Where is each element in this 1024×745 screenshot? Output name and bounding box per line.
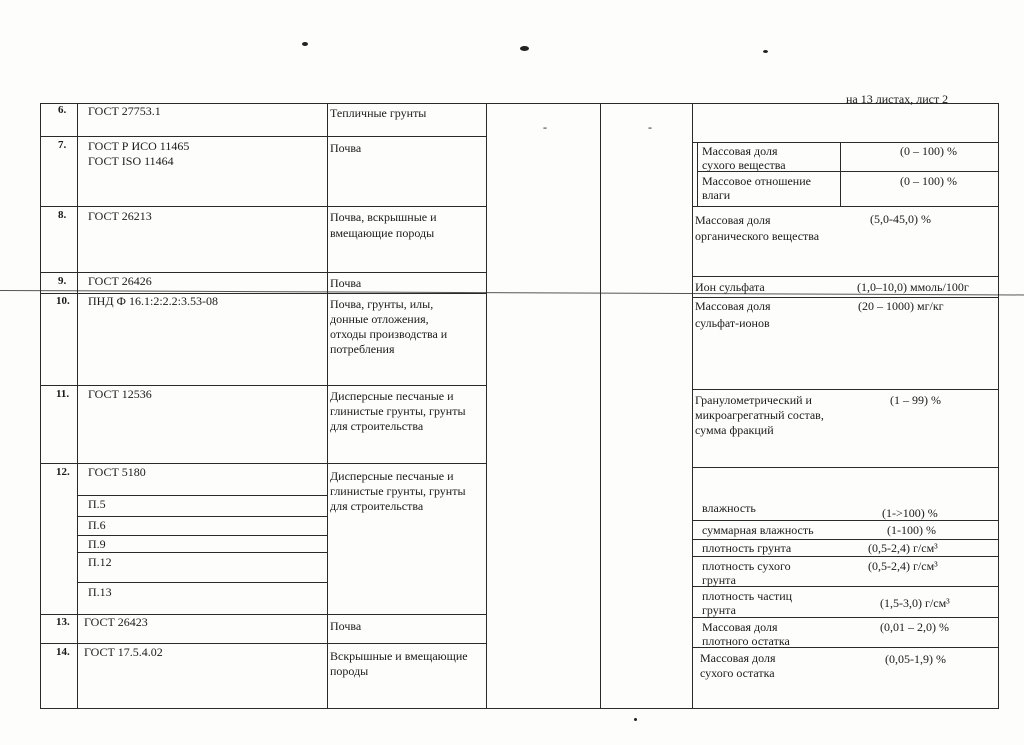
indicator-range: (20 – 1000) мг/кг <box>858 299 944 313</box>
scan-speck <box>763 50 768 53</box>
scan-speck <box>520 46 529 51</box>
row-object: потребления <box>330 342 395 356</box>
row-object: Почва <box>330 619 362 633</box>
scan-speck <box>634 718 637 721</box>
indicator-name: грунта <box>702 603 736 617</box>
row-number: 14. <box>56 646 70 658</box>
row-number: 10. <box>56 295 70 307</box>
grid-line <box>40 103 998 104</box>
indicator-name: Ион сульфата <box>695 280 765 294</box>
row-doc: ГОСТ Р ИСО 11465 <box>88 139 190 153</box>
grid-line <box>692 556 998 557</box>
grid-line <box>327 103 328 709</box>
indicator-name: плотность частиц <box>702 589 793 603</box>
indicator-name: плотного остатка <box>702 634 790 648</box>
subitem: П.13 <box>88 585 112 599</box>
grid-line <box>692 103 693 709</box>
row-object: Почва <box>330 276 362 290</box>
indicator-name: сульфат-ионов <box>695 316 770 330</box>
indicator-name: сухого остатка <box>700 666 775 680</box>
grid-line <box>40 206 486 207</box>
row-doc: ГОСТ 17.5.4.02 <box>84 645 163 659</box>
row-doc: ГОСТ 5180 <box>88 465 146 479</box>
grid-line <box>692 297 998 298</box>
grid-line <box>998 103 999 709</box>
indicator-range: (0,5-2,4) г/см³ <box>868 541 938 555</box>
grid-line <box>692 389 998 390</box>
indicator-name: Массовая доля <box>702 620 778 634</box>
indicator-name: суммарная влажность <box>702 523 814 537</box>
indicator-name: влажность <box>702 501 756 515</box>
row-object: Дисперсные песчаные и <box>330 469 454 483</box>
indicator-name: грунта <box>702 573 736 587</box>
row-number: 8. <box>58 209 67 221</box>
indicator-name: органического вещества <box>695 229 820 243</box>
row-object: вмещающие породы <box>330 226 435 240</box>
grid-line <box>840 142 841 206</box>
indicator-name: Массовая доля <box>700 651 776 665</box>
row-object: Тепличные грунты <box>330 106 427 120</box>
grid-line <box>77 552 327 553</box>
grid-line <box>692 276 998 277</box>
grid-line <box>40 136 486 137</box>
grid-line <box>77 516 327 517</box>
row-object: для строительства <box>330 499 424 513</box>
row-object: Почва, грунты, илы, <box>330 297 434 311</box>
row-number: 11. <box>56 388 70 400</box>
indicator-range: (5,0-45,0) % <box>870 212 931 226</box>
grid-line <box>77 495 327 496</box>
indicator-name: плотность сухого <box>702 559 791 573</box>
indicator-name: Массовая доля <box>695 213 771 227</box>
grid-line <box>600 103 601 709</box>
grid-line <box>40 385 486 386</box>
grid-line <box>692 520 998 521</box>
grid-line <box>692 617 998 618</box>
row-doc: ГОСТ 26213 <box>88 209 152 223</box>
grid-line <box>692 467 998 468</box>
row-doc: ГОСТ 26423 <box>84 615 148 629</box>
grid-line <box>40 708 998 709</box>
indicator-range: (1-100) % <box>887 523 936 537</box>
row-object: донные отложения, <box>330 312 429 326</box>
row-number: 12. <box>56 466 70 478</box>
grid-line <box>692 539 998 540</box>
indicator-name: влаги <box>702 188 731 202</box>
row-object: Вскрышные и вмещающие <box>330 649 468 663</box>
row-object: Почва <box>330 141 362 155</box>
grid-line <box>486 103 487 709</box>
grid-line <box>697 142 698 206</box>
row-object: глинистые грунты, грунты <box>330 404 466 418</box>
row-number: 9. <box>58 275 67 287</box>
row-object: отходы производства и <box>330 327 448 341</box>
grid-line <box>40 643 486 644</box>
indicator-name: Массовое отношение <box>702 174 811 188</box>
indicator-name: Гранулометрический и <box>695 393 812 407</box>
row-object: Почва, вскрышные и <box>330 210 437 224</box>
subitem: П.5 <box>88 497 106 511</box>
grid-line <box>692 206 998 207</box>
subitem: П.12 <box>88 555 112 569</box>
row-number: 7. <box>58 139 67 151</box>
indicator-name: Массовая доля <box>695 299 771 313</box>
indicator-range: (1->100) % <box>882 506 938 520</box>
row-doc: ГОСТ 27753.1 <box>88 104 161 118</box>
indicator-range: (0,05-1,9) % <box>885 652 946 666</box>
indicator-range: (0 – 100) % <box>900 144 957 158</box>
empty-dash: - <box>648 120 652 134</box>
row-object: породы <box>330 664 369 678</box>
indicator-name: плотность грунта <box>702 541 792 555</box>
indicator-name: микроагрегатный состав, <box>695 408 824 422</box>
sheet-note: на 13 листах, лист 2 <box>846 92 949 106</box>
row-doc: ПНД Ф 16.1:2:2.2:3.53-08 <box>88 294 218 308</box>
indicator-range: (1 – 99) % <box>890 393 941 407</box>
grid-line <box>692 142 998 143</box>
grid-line <box>77 103 78 709</box>
indicator-name: сухого вещества <box>702 158 786 172</box>
row-number: 13. <box>56 616 70 628</box>
subitem: П.9 <box>88 537 106 551</box>
grid-line <box>40 272 486 273</box>
indicator-range: (0 – 100) % <box>900 174 957 188</box>
indicator-name: Массовая доля <box>702 144 778 158</box>
row-object: глинистые грунты, грунты <box>330 484 466 498</box>
grid-line <box>77 535 327 536</box>
grid-line <box>40 463 486 464</box>
indicator-range: (0,01 – 2,0) % <box>880 620 949 634</box>
row-doc: ГОСТ 12536 <box>88 387 152 401</box>
indicator-range: (1,0–10,0) ммоль/100г <box>857 280 969 294</box>
indicator-range: (0,5-2,4) г/см³ <box>868 559 938 573</box>
scan-speck <box>302 42 308 46</box>
row-number: 6. <box>58 104 67 116</box>
grid-line <box>40 103 41 709</box>
row-object: для строительства <box>330 419 424 433</box>
indicator-name: сумма фракций <box>695 423 774 437</box>
subitem: П.6 <box>88 518 106 532</box>
indicator-range: (1,5-3,0) г/см³ <box>880 596 950 610</box>
grid-line <box>77 582 327 583</box>
row-doc: ГОСТ 26426 <box>88 274 152 288</box>
grid-line <box>692 586 998 587</box>
empty-dash: - <box>543 120 547 134</box>
row-object: Дисперсные песчаные и <box>330 389 454 403</box>
row-doc: ГОСТ ISO 11464 <box>88 154 174 168</box>
